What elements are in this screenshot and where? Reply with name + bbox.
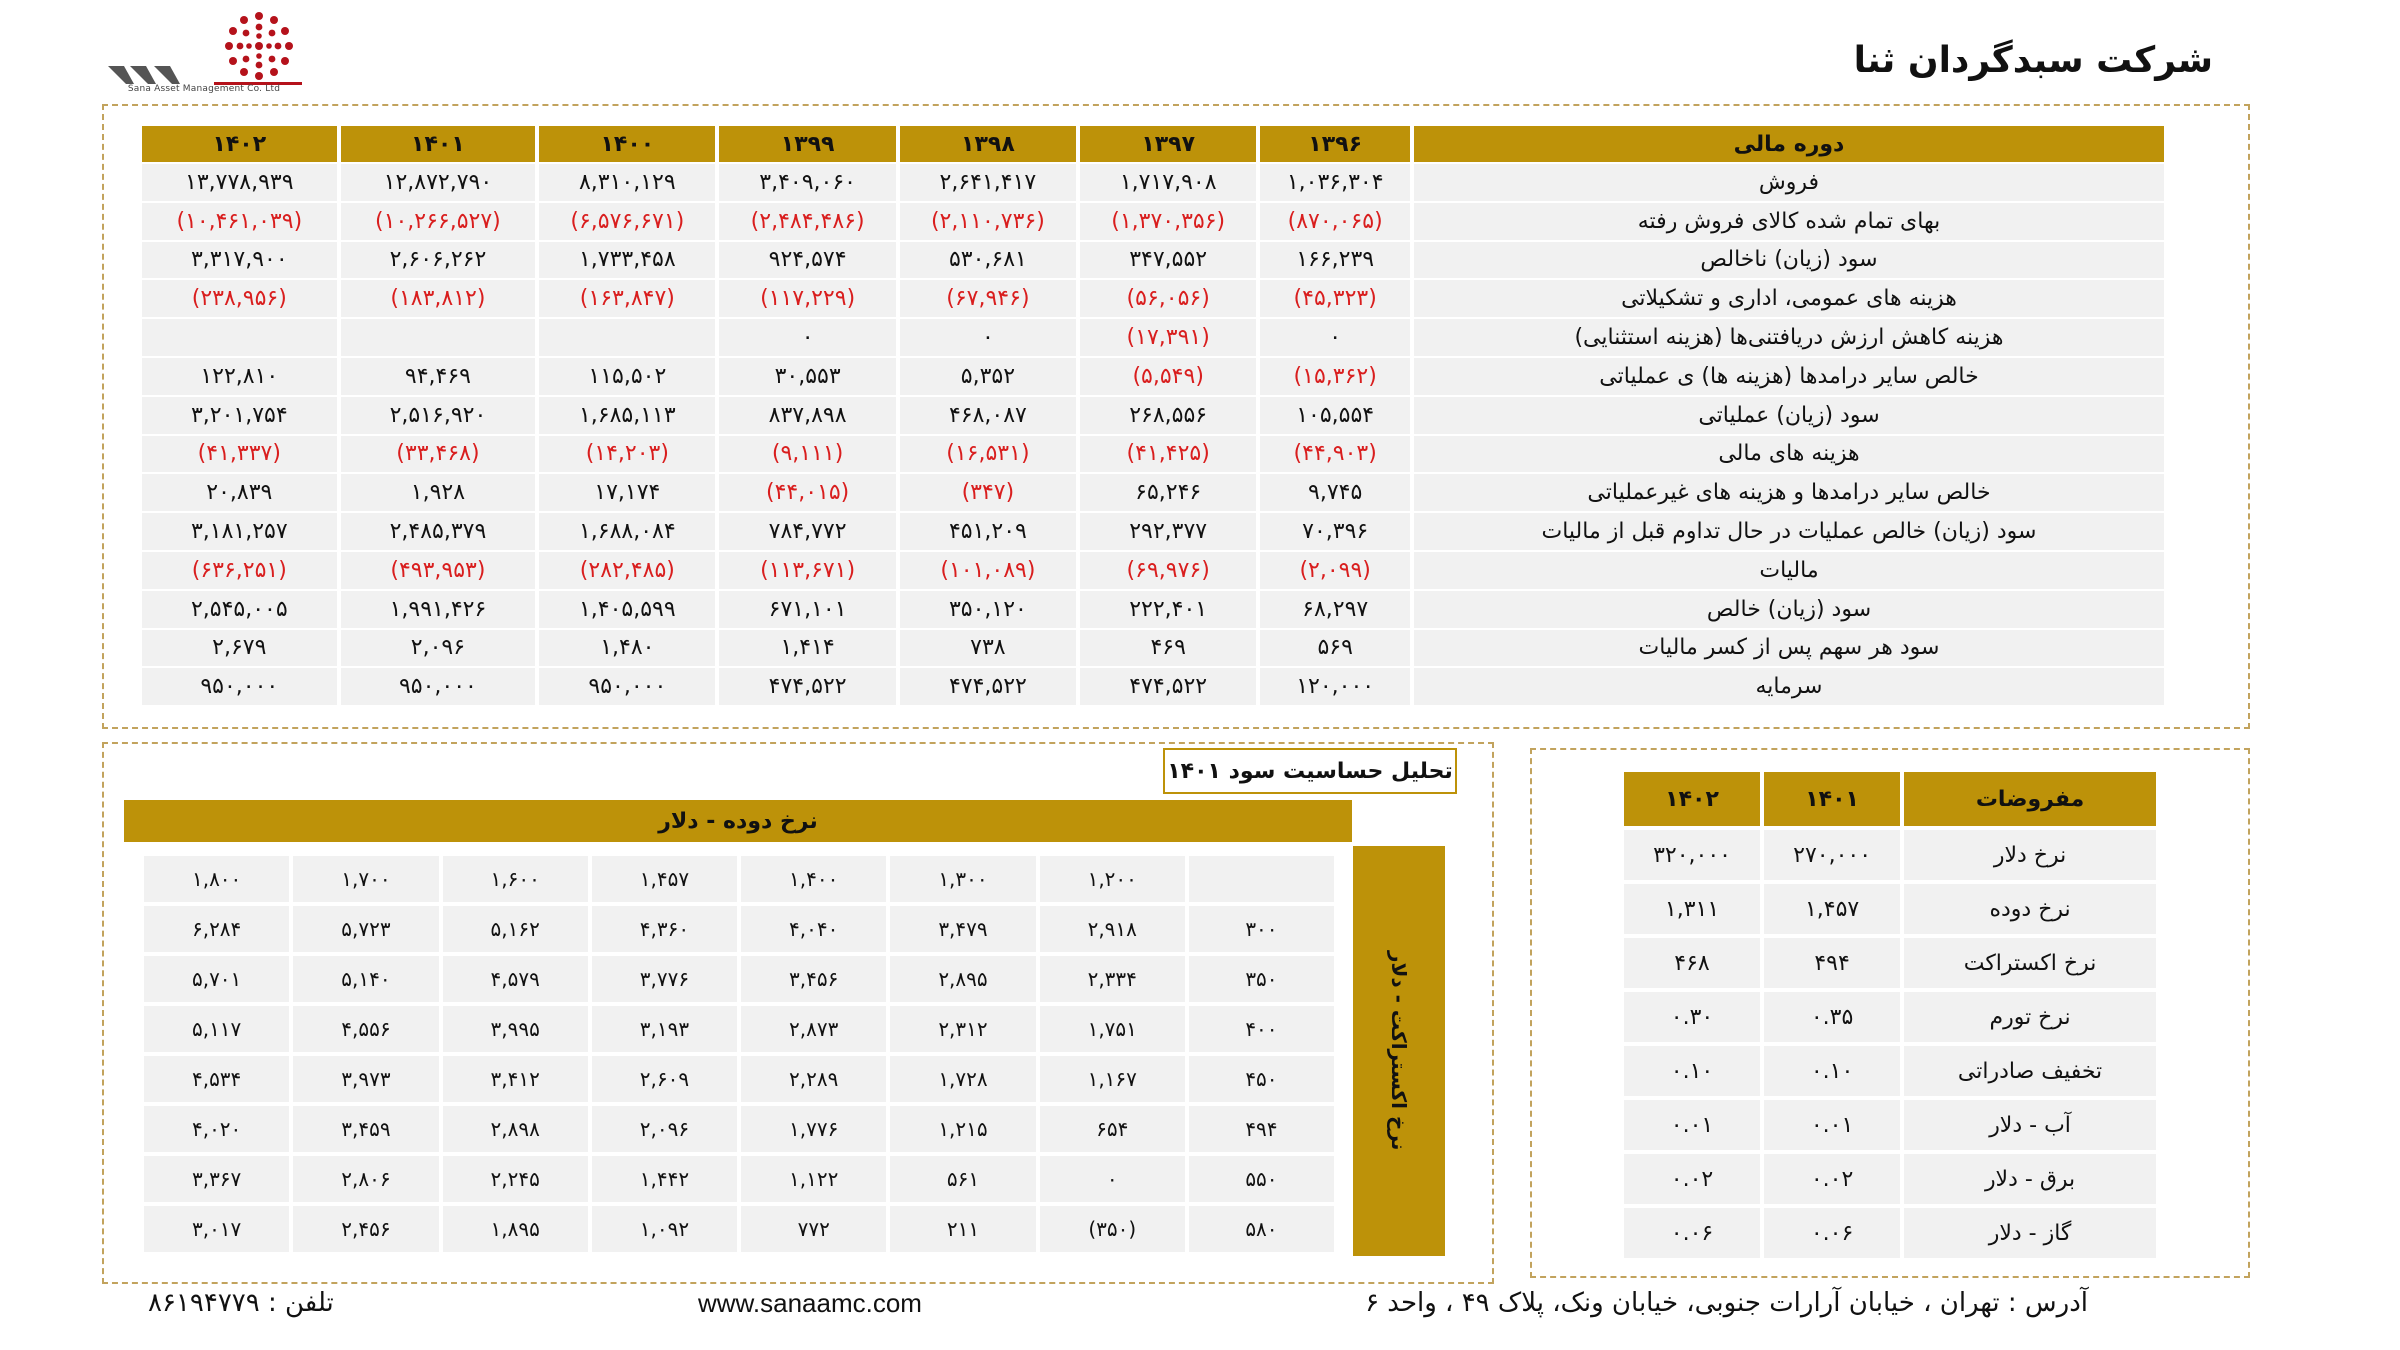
table-cell: ۰ [1040, 1156, 1185, 1202]
table-cell: ۵,۱۱۷ [144, 1006, 289, 1052]
table-cell: ۵۵۰ [1189, 1156, 1334, 1202]
table-cell: ۶,۲۸۴ [144, 906, 289, 952]
column-header-year: ۱۴۰۰ [539, 126, 715, 162]
footer-address: آدرس : تهران ، خیابان آرارات جنوبی، خیابان ونک، پلاک ۴۹ ، واحد ۶ [1365, 1288, 2088, 1318]
row-label: هزینه کاهش ارزش دریافتنی‌ها (هزینه استثنایی) [1414, 319, 2164, 356]
table-cell: ۳۰۰ [1189, 906, 1334, 952]
table-cell: ۲,۲۴۵ [443, 1156, 588, 1202]
table-cell [1189, 856, 1334, 902]
table-cell: ۲,۲۸۹ [741, 1056, 886, 1102]
table-cell: (۵۶,۰۵۶) [1080, 280, 1256, 317]
row-label: گاز - دلار [1904, 1208, 2156, 1258]
table-cell: ۰.۰۱ [1624, 1100, 1760, 1150]
table-cell: (۲,۴۸۴,۴۸۶) [719, 203, 895, 240]
table-cell: (۲۳۸,۹۵۶) [142, 280, 337, 317]
table-cell: (۲,۱۱۰,۷۳۶) [900, 203, 1076, 240]
table-cell: ۰ [719, 319, 895, 356]
table-cell: ۴۷۴,۵۲۲ [1080, 668, 1256, 705]
table-cell: ۵,۳۵۲ [900, 358, 1076, 395]
table-cell: ۱,۲۰۰ [1040, 856, 1185, 902]
table-cell: ۳,۰۱۷ [144, 1206, 289, 1252]
table-cell: ۲,۳۳۴ [1040, 956, 1185, 1002]
table-row [142, 164, 2164, 201]
table-row [144, 1006, 1334, 1052]
income-statement-table [138, 124, 2168, 707]
table-cell: ۲,۶۴۱,۴۱۷ [900, 164, 1076, 201]
table-cell: ۴,۵۵۶ [293, 1006, 438, 1052]
table-cell: (۱۰,۴۶۱,۰۳۹) [142, 203, 337, 240]
table-cell: ۵۶۹ [1260, 630, 1410, 667]
table-cell: ۴۰۰ [1189, 1006, 1334, 1052]
table-header-row [142, 126, 2164, 162]
table-cell: ۷۳۸ [900, 630, 1076, 667]
table-row [142, 668, 2164, 705]
table-cell: (۱۵,۳۶۲) [1260, 358, 1410, 395]
table-cell: ۴۵۱,۲۰۹ [900, 513, 1076, 550]
table-cell: ۲,۶۰۶,۲۶۲ [341, 242, 536, 279]
table-cell: ۱,۱۶۷ [1040, 1056, 1185, 1102]
table-cell: ۳,۴۷۹ [890, 906, 1035, 952]
table-row [144, 856, 1334, 902]
row-label: خالص سایر درامدها (هزینه ها) ی عملیاتی [1414, 358, 2164, 395]
table-cell: ۶۵,۲۴۶ [1080, 474, 1256, 511]
table-cell: ۱,۶۸۸,۰۸۴ [539, 513, 715, 550]
table-cell: ۱,۷۱۷,۹۰۸ [1080, 164, 1256, 201]
table-cell: ۱,۸۹۵ [443, 1206, 588, 1252]
table-cell: (۱۴,۲۰۳) [539, 436, 715, 473]
row-label: آب - دلار [1904, 1100, 2156, 1150]
table-cell: ۴۹۴ [1764, 938, 1900, 988]
row-label: سود (زیان) عملیاتی [1414, 397, 2164, 434]
table-cell: (۴۴,۹۰۳) [1260, 436, 1410, 473]
table-row [142, 436, 2164, 473]
table-cell: ۹,۷۴۵ [1260, 474, 1410, 511]
table-row [1624, 1100, 2156, 1150]
table-cell: ۷۸۴,۷۷۲ [719, 513, 895, 550]
table-cell: (۸۷۰,۰۶۵) [1260, 203, 1410, 240]
table-cell: ۳,۱۹۳ [592, 1006, 737, 1052]
column-header-period: دوره مالی [1414, 126, 2164, 162]
table-cell: ۰.۰۲ [1624, 1154, 1760, 1204]
table-cell: ۰ [1260, 319, 1410, 356]
table-cell: (۶۳۶,۲۵۱) [142, 552, 337, 589]
table-cell: (۳۵۰) [1040, 1206, 1185, 1252]
footer-website: www.sanaamc.com [698, 1288, 922, 1318]
assumptions-table [1620, 768, 2160, 1262]
table-cell: ۲,۸۷۳ [741, 1006, 886, 1052]
table-cell: ۱۲۰,۰۰۰ [1260, 668, 1410, 705]
table-cell: ۲,۴۸۵,۳۷۹ [341, 513, 536, 550]
table-cell: ۱,۴۰۵,۵۹۹ [539, 591, 715, 628]
table-row [142, 203, 2164, 240]
table-cell: ۳,۴۱۲ [443, 1056, 588, 1102]
table-row [144, 1206, 1334, 1252]
column-header-year: ۱۴۰۲ [142, 126, 337, 162]
table-cell: ۲,۰۹۶ [341, 630, 536, 667]
table-cell: (۱۰,۲۶۶,۵۲۷) [341, 203, 536, 240]
table-cell: ۲,۴۵۶ [293, 1206, 438, 1252]
table-cell: ۹۴,۴۶۹ [341, 358, 536, 395]
table-row [1624, 1046, 2156, 1096]
table-cell [142, 319, 337, 356]
table-cell: ۳,۹۹۵ [443, 1006, 588, 1052]
table-cell: ۳,۳۶۷ [144, 1156, 289, 1202]
row-label: فروش [1414, 164, 2164, 201]
column-header-year: ۱۳۹۸ [900, 126, 1076, 162]
row-label: هزینه های مالی [1414, 436, 2164, 473]
table-header-row [1624, 772, 2156, 826]
table-cell: ۵,۱۴۰ [293, 956, 438, 1002]
table-cell: ۱۱۵,۵۰۲ [539, 358, 715, 395]
table-row [1624, 992, 2156, 1042]
table-cell: ۴۷۴,۵۲۲ [900, 668, 1076, 705]
table-row [142, 630, 2164, 667]
table-cell: ۲۶۸,۵۵۶ [1080, 397, 1256, 434]
table-cell: (۱۰۱,۰۸۹) [900, 552, 1076, 589]
table-cell: ۵,۷۰۱ [144, 956, 289, 1002]
table-cell: ۸۳۷,۸۹۸ [719, 397, 895, 434]
table-cell [539, 319, 715, 356]
row-label: بهای تمام شده کالای فروش رفته [1414, 203, 2164, 240]
table-cell: ۲,۵۱۶,۹۲۰ [341, 397, 536, 434]
table-row [142, 280, 2164, 317]
table-cell: (۱۶,۵۳۱) [900, 436, 1076, 473]
table-cell: ۱,۷۰۰ [293, 856, 438, 902]
table-cell: ۵,۷۲۳ [293, 906, 438, 952]
table-row [144, 1106, 1334, 1152]
table-cell: ۰.۰۱ [1764, 1100, 1900, 1150]
table-cell: (۴۴,۰۱۵) [719, 474, 895, 511]
row-label: تخفیف صادراتی [1904, 1046, 2156, 1096]
table-cell: ۴,۰۲۰ [144, 1106, 289, 1152]
table-cell: ۴,۵۳۴ [144, 1056, 289, 1102]
table-row [144, 1156, 1334, 1202]
row-label: برق - دلار [1904, 1154, 2156, 1204]
table-cell: (۴۱,۴۲۵) [1080, 436, 1256, 473]
table-cell: ۲,۸۹۵ [890, 956, 1035, 1002]
table-cell: ۳۴۷,۵۵۲ [1080, 242, 1256, 279]
table-cell: ۱,۰۳۶,۳۰۴ [1260, 164, 1410, 201]
column-header-assumption: مفروضات [1904, 772, 2156, 826]
table-cell: ۳,۴۰۹,۰۶۰ [719, 164, 895, 201]
sensitivity-title: تحلیل حساسیت سود ۱۴۰۱ [1163, 748, 1457, 794]
table-cell: ۳۵۰ [1189, 956, 1334, 1002]
table-cell: ۱,۴۵۷ [592, 856, 737, 902]
table-cell: ۳,۴۵۶ [741, 956, 886, 1002]
table-cell: (۱۷,۳۹۱) [1080, 319, 1256, 356]
table-row [1624, 884, 2156, 934]
table-cell: ۳,۷۷۶ [592, 956, 737, 1002]
column-header-year: ۱۳۹۶ [1260, 126, 1410, 162]
table-cell: ۱۰۵,۵۵۴ [1260, 397, 1410, 434]
table-row [142, 513, 2164, 550]
table-row [1624, 1208, 2156, 1258]
sensitivity-row-header-label: نرخ اکستراکت - دلار [1387, 951, 1411, 1151]
row-label: سود (زیان) خالص [1414, 591, 2164, 628]
table-cell: ۱,۷۲۸ [890, 1056, 1035, 1102]
table-cell: ۰.۱۰ [1624, 1046, 1760, 1096]
table-cell: ۲۷۰,۰۰۰ [1764, 830, 1900, 880]
table-cell: ۲,۵۴۵,۰۰۵ [142, 591, 337, 628]
table-cell: ۰ [900, 319, 1076, 356]
table-cell: ۴۵۰ [1189, 1056, 1334, 1102]
table-row [142, 242, 2164, 279]
table-cell: ۶۵۴ [1040, 1106, 1185, 1152]
table-cell: ۱,۱۲۲ [741, 1156, 886, 1202]
table-row [142, 552, 2164, 589]
table-row [142, 358, 2164, 395]
table-cell: ۸,۳۱۰,۱۲۹ [539, 164, 715, 201]
table-cell: ۳۵۰,۱۲۰ [900, 591, 1076, 628]
row-label: نرخ اکستراکت [1904, 938, 2156, 988]
column-header-year: ۱۴۰۱ [1764, 772, 1900, 826]
table-cell: ۹۵۰,۰۰۰ [142, 668, 337, 705]
table-cell: ۴,۵۷۹ [443, 956, 588, 1002]
table-cell: ۷۷۲ [741, 1206, 886, 1252]
table-cell: ۲,۶۰۹ [592, 1056, 737, 1102]
table-cell: ۹۵۰,۰۰۰ [341, 668, 536, 705]
table-row [142, 474, 2164, 511]
logo-tagline: Sana Asset Management Co. Ltd [127, 84, 281, 94]
table-cell: (۴۱,۳۳۷) [142, 436, 337, 473]
table-cell: ۱,۹۲۸ [341, 474, 536, 511]
table-cell: ۵۸۰ [1189, 1206, 1334, 1252]
table-cell: (۱,۳۷۰,۳۵۶) [1080, 203, 1256, 240]
row-label: سود هر سهم پس از کسر مالیات [1414, 630, 2164, 667]
table-cell: (۶۹,۹۷۶) [1080, 552, 1256, 589]
column-header-year: ۱۴۰۱ [341, 126, 536, 162]
table-cell: (۱۱۳,۶۷۱) [719, 552, 895, 589]
table-cell: ۴۶۸,۰۸۷ [900, 397, 1076, 434]
table-cell: (۳۳,۴۶۸) [341, 436, 536, 473]
table-cell: ۱,۴۵۷ [1764, 884, 1900, 934]
row-label: سود (زیان) ناخالص [1414, 242, 2164, 279]
table-row [1624, 1154, 2156, 1204]
table-cell [341, 319, 536, 356]
table-cell: ۱۲,۸۷۲,۷۹۰ [341, 164, 536, 201]
table-cell: ۱,۴۸۰ [539, 630, 715, 667]
table-cell: ۲۱۱ [890, 1206, 1035, 1252]
table-row [142, 319, 2164, 356]
table-cell: ۴۶۸ [1624, 938, 1760, 988]
table-cell: ۴,۰۴۰ [741, 906, 886, 952]
table-cell: ۴,۳۶۰ [592, 906, 737, 952]
table-cell: ۲۲۲,۴۰۱ [1080, 591, 1256, 628]
table-cell: ۳,۳۱۷,۹۰۰ [142, 242, 337, 279]
table-cell: ۲۰,۸۳۹ [142, 474, 337, 511]
table-row [144, 956, 1334, 1002]
column-header-year: ۱۴۰۲ [1624, 772, 1760, 826]
table-cell: ۱,۴۰۰ [741, 856, 886, 902]
table-cell: ۲۹۲,۳۷۷ [1080, 513, 1256, 550]
table-cell: ۶۷۱,۱۰۱ [719, 591, 895, 628]
table-cell: ۵۳۰,۶۸۱ [900, 242, 1076, 279]
row-label: نرخ تورم [1904, 992, 2156, 1042]
table-cell: ۰.۰۲ [1764, 1154, 1900, 1204]
column-header-year: ۱۳۹۹ [719, 126, 895, 162]
page-title: شرکت سبدگردان ثنا [1853, 40, 2213, 81]
table-cell: (۴۹۳,۹۵۳) [341, 552, 536, 589]
table-cell: ۱,۳۰۰ [890, 856, 1035, 902]
table-row [142, 591, 2164, 628]
table-cell: ۱,۶۸۵,۱۱۳ [539, 397, 715, 434]
table-cell: (۳۴۷) [900, 474, 1076, 511]
row-label: سرمایه [1414, 668, 2164, 705]
table-cell: ۴۶۹ [1080, 630, 1256, 667]
table-cell: ۴۷۴,۵۲۲ [719, 668, 895, 705]
table-cell: ۱,۷۵۱ [1040, 1006, 1185, 1052]
table-row [142, 397, 2164, 434]
table-cell: (۲۸۲,۴۸۵) [539, 552, 715, 589]
table-cell: ۰.۰۶ [1624, 1208, 1760, 1258]
table-cell: ۱,۰۹۲ [592, 1206, 737, 1252]
table-cell: ۳۲۰,۰۰۰ [1624, 830, 1760, 880]
table-cell: ۳,۴۵۹ [293, 1106, 438, 1152]
table-cell: ۱,۲۱۵ [890, 1106, 1035, 1152]
table-cell: ۱۷,۱۷۴ [539, 474, 715, 511]
table-cell: ۱,۴۱۴ [719, 630, 895, 667]
table-cell: ۳,۱۸۱,۲۵۷ [142, 513, 337, 550]
table-cell: (۵,۵۴۹) [1080, 358, 1256, 395]
table-cell: ۱,۸۰۰ [144, 856, 289, 902]
table-cell: ۵,۱۶۲ [443, 906, 588, 952]
table-cell: ۰.۰۶ [1764, 1208, 1900, 1258]
column-header-year: ۱۳۹۷ [1080, 126, 1256, 162]
table-row [1624, 938, 2156, 988]
table-cell: ۱,۷۳۳,۴۵۸ [539, 242, 715, 279]
table-cell: ۲,۶۷۹ [142, 630, 337, 667]
table-cell: ۱,۹۹۱,۴۲۶ [341, 591, 536, 628]
table-cell: (۱۸۳,۸۱۲) [341, 280, 536, 317]
table-cell: (۱۱۷,۲۲۹) [719, 280, 895, 317]
table-cell: ۲,۳۱۲ [890, 1006, 1035, 1052]
table-cell: ۱,۶۰۰ [443, 856, 588, 902]
table-cell: ۹۵۰,۰۰۰ [539, 668, 715, 705]
table-row [144, 1056, 1334, 1102]
row-label: نرخ دوده [1904, 884, 2156, 934]
row-label: خالص سایر درامدها و هزینه های غیرعملیاتی [1414, 474, 2164, 511]
sensitivity-table [140, 852, 1338, 1256]
table-cell: ۳,۲۰۱,۷۵۴ [142, 397, 337, 434]
table-cell: ۲,۹۱۸ [1040, 906, 1185, 952]
row-label: نرخ دلار [1904, 830, 2156, 880]
table-cell: ۲,۸۹۸ [443, 1106, 588, 1152]
table-cell: (۴۵,۳۲۳) [1260, 280, 1410, 317]
sensitivity-column-header: نرخ دوده - دلار [124, 800, 1352, 842]
table-cell: ۱,۳۱۱ [1624, 884, 1760, 934]
table-cell: (۲,۰۹۹) [1260, 552, 1410, 589]
footer-phone: تلفن : ۸۶۱۹۴۷۷۹ [148, 1288, 334, 1318]
row-label: سود (زیان) خالص عملیات در حال تداوم قبل از مالیات [1414, 513, 2164, 550]
table-cell: ۲,۸۰۶ [293, 1156, 438, 1202]
table-row [1624, 830, 2156, 880]
table-cell: ۱۲۲,۸۱۰ [142, 358, 337, 395]
table-cell: (۶۷,۹۴۶) [900, 280, 1076, 317]
table-cell: ۰.۳۰ [1624, 992, 1760, 1042]
row-label: هزینه های عمومی، اداری و تشکیلاتی [1414, 280, 2164, 317]
table-cell: ۱,۷۷۶ [741, 1106, 886, 1152]
table-cell: (۱۶۳,۸۴۷) [539, 280, 715, 317]
table-cell: ۵۶۱ [890, 1156, 1035, 1202]
table-cell: (۹,۱۱۱) [719, 436, 895, 473]
table-cell: ۲,۰۹۶ [592, 1106, 737, 1152]
table-cell: ۰.۳۵ [1764, 992, 1900, 1042]
table-cell: ۹۲۴,۵۷۴ [719, 242, 895, 279]
table-cell: ۱۳,۷۷۸,۹۳۹ [142, 164, 337, 201]
table-cell: ۷۰,۳۹۶ [1260, 513, 1410, 550]
table-row [144, 906, 1334, 952]
table-cell: ۴۹۴ [1189, 1106, 1334, 1152]
sensitivity-row-header [1353, 846, 1445, 1256]
table-cell: (۶,۵۷۶,۶۷۱) [539, 203, 715, 240]
table-cell: ۰.۱۰ [1764, 1046, 1900, 1096]
table-cell: ۳,۹۷۳ [293, 1056, 438, 1102]
row-label: مالیات [1414, 552, 2164, 589]
table-cell: ۳۰,۵۵۳ [719, 358, 895, 395]
table-cell: ۱۶۶,۲۳۹ [1260, 242, 1410, 279]
table-cell: ۶۸,۲۹۷ [1260, 591, 1410, 628]
table-cell: ۱,۴۴۲ [592, 1156, 737, 1202]
